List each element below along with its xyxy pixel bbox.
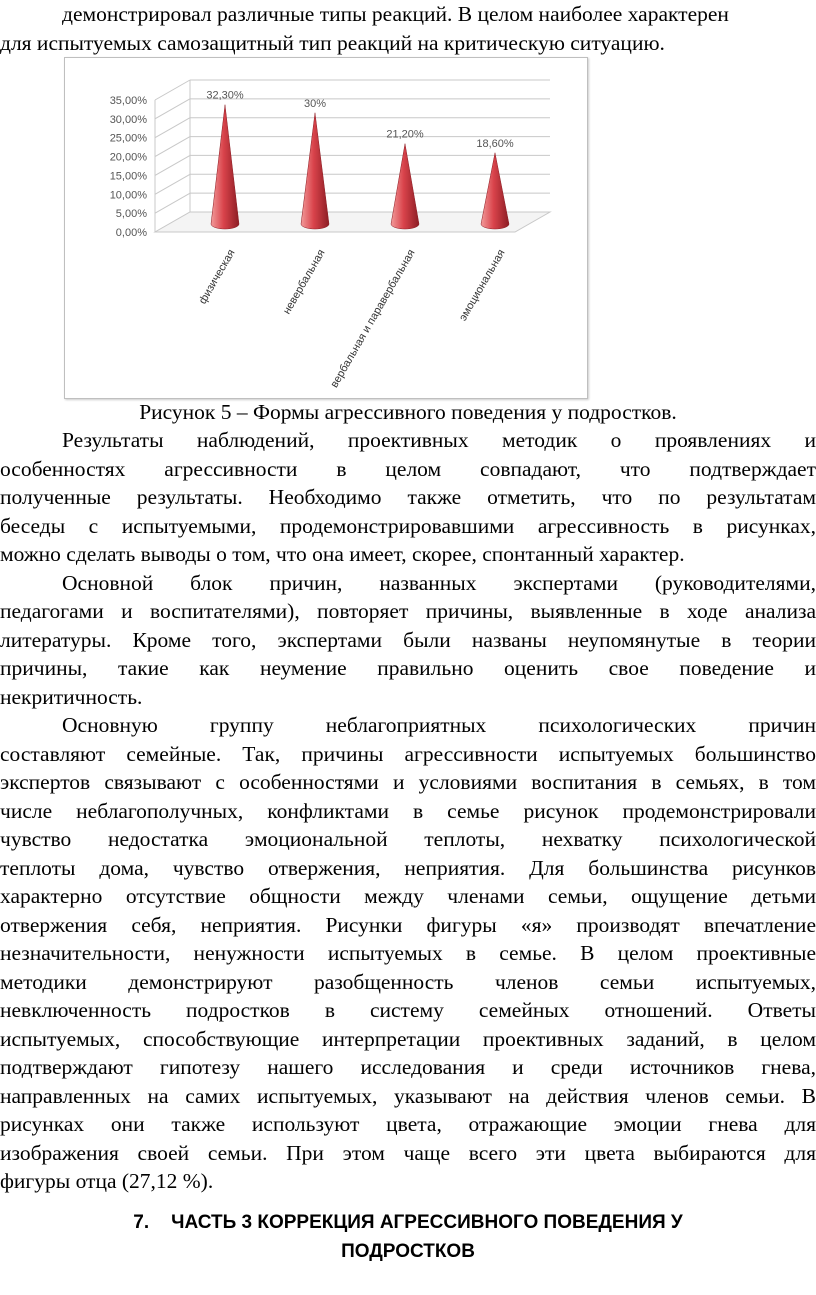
text-line: отвержения себя, неприятия. Рисунки фигуры «я» производят впечатление xyxy=(0,912,816,937)
section-heading-line2: ПОДРОСТКОВ xyxy=(341,1241,475,1262)
text-line: полученные результаты. Необходимо также отметить, что по результатам xyxy=(0,485,816,509)
data-label: 18,60% xyxy=(476,137,514,150)
gridline-side xyxy=(155,155,190,175)
y-tick-label: 20,00% xyxy=(109,151,147,164)
data-label: 30% xyxy=(303,97,327,110)
text-line: невключенность подростков в систему семейных отношений. Ответы xyxy=(0,998,816,1022)
gridline-side xyxy=(155,80,190,100)
text-line: фигуры отца (27,12 %). xyxy=(0,1169,214,1193)
text-line: составляют семейные. Так, причины агрессивности испытуемых большинство xyxy=(0,741,816,766)
gridline-side xyxy=(155,118,190,138)
text-line: Результаты наблюдений, проективных методик о проявлениях и xyxy=(62,428,816,452)
y-tick-label: 30,00% xyxy=(109,113,147,126)
text-line: Основной блок причин, названных экспертами (руководителями, xyxy=(62,570,816,595)
cone-bar xyxy=(211,105,239,229)
cone-bar xyxy=(391,144,419,229)
x-category-label: физическая xyxy=(196,247,238,307)
text-line: причины, такие как неумение правильно оценить свое поведение и xyxy=(0,656,816,680)
section-number: 7. xyxy=(133,1212,150,1233)
text-line: экспертов связывают с особенностями и условиями воспитания в семьях, в том xyxy=(0,770,816,794)
cone-bar xyxy=(301,113,329,229)
gridline-side xyxy=(155,137,190,157)
text-line: литературы. Кроме того, экспертами были названы неупомянутые в теории xyxy=(0,627,816,652)
x-category-label: вербальная и паравербальная xyxy=(328,247,418,390)
y-tick-label: 25,00% xyxy=(109,132,147,145)
y-tick-label: 35,00% xyxy=(109,95,147,107)
cone-bar xyxy=(481,153,509,229)
y-tick-label: 5,00% xyxy=(115,208,147,221)
text-line: рисунках они также используют цвета, отражающие эмоции гнева для xyxy=(0,1112,816,1136)
text-line: можно сделать выводы о том, что она имеет, скорее, спонтанный характер. xyxy=(0,542,685,566)
chart-frame xyxy=(64,57,588,399)
text-line: Основную группу неблагоприятных психологических причин xyxy=(62,713,816,737)
x-axis xyxy=(197,247,508,389)
text-line: для испытуемых самозащитный тип реакций на критическую ситуацию. xyxy=(0,30,665,55)
text-line: демонстрировал различные типы реакций. В целом наиболее характерен xyxy=(62,2,729,26)
y-tick-label: 15,00% xyxy=(109,170,147,183)
figure-caption: Рисунок 5 – Формы агрессивного поведения у подростков. xyxy=(139,400,677,424)
x-category-label: невербальная xyxy=(280,247,328,317)
text-line: направленных на самих испытуемых, указывают на действия членов семьи. В xyxy=(0,1083,816,1108)
section-title-line1: ЧАСТЬ 3 КОРРЕКЦИЯ АГРЕССИВНОГО ПОВЕДЕНИЯ У xyxy=(171,1212,683,1233)
y-tick-label: 10,00% xyxy=(109,189,147,202)
y-axis xyxy=(110,95,148,239)
text-line: особенностях агрессивности в целом совпадают, что подтверждает xyxy=(0,456,816,481)
text-line: числе неблагополучных, конфликтами в семье рисунок продемонстрировали xyxy=(0,798,816,823)
text-line: чувство недостатка эмоциональной теплоты, нехватку психологической xyxy=(0,827,816,851)
section-heading xyxy=(0,1208,816,1237)
text-line: педагогами и воспитателями), повторяет причины, выявленные в ходе анализа xyxy=(0,599,816,623)
text-line: беседы с испытуемыми, продемонстрировавшими агрессивность в рисунках, xyxy=(0,513,816,538)
gridline-side xyxy=(155,174,190,194)
intro-text xyxy=(0,0,816,57)
body-text xyxy=(0,426,816,1196)
text-line: подтверждают гипотезу нашего исследования и среди источников гнева, xyxy=(0,1055,816,1079)
text-line: испытуемых, способствующие интерпретации проективных заданий, в целом xyxy=(0,1026,816,1051)
data-series xyxy=(211,105,509,229)
x-category-label: эмоциональная xyxy=(457,247,508,324)
data-label: 32,30% xyxy=(206,89,244,102)
text-line: характерно отсутствие общности между членами семьи, ощущение детьми xyxy=(0,884,816,908)
text-line: некритичность. xyxy=(0,684,143,709)
gridline-side xyxy=(155,99,190,119)
y-tick-label: 0,00% xyxy=(115,227,147,239)
text-line: незначительности, ненужности испытуемых в семье. В целом проективные xyxy=(0,941,816,965)
text-line: теплоты дома, чувство отвержения, неприятия. Для большинства рисунков xyxy=(0,855,816,880)
cone-chart xyxy=(65,58,587,398)
text-line: изображения своей семьи. При этом чаще всего эти цвета выбираются для xyxy=(0,1140,816,1165)
gridline-side xyxy=(155,193,190,213)
data-label: 21,20% xyxy=(386,128,424,141)
text-line: методики демонстрируют разобщенность членов семьи испытуемых, xyxy=(0,969,816,994)
